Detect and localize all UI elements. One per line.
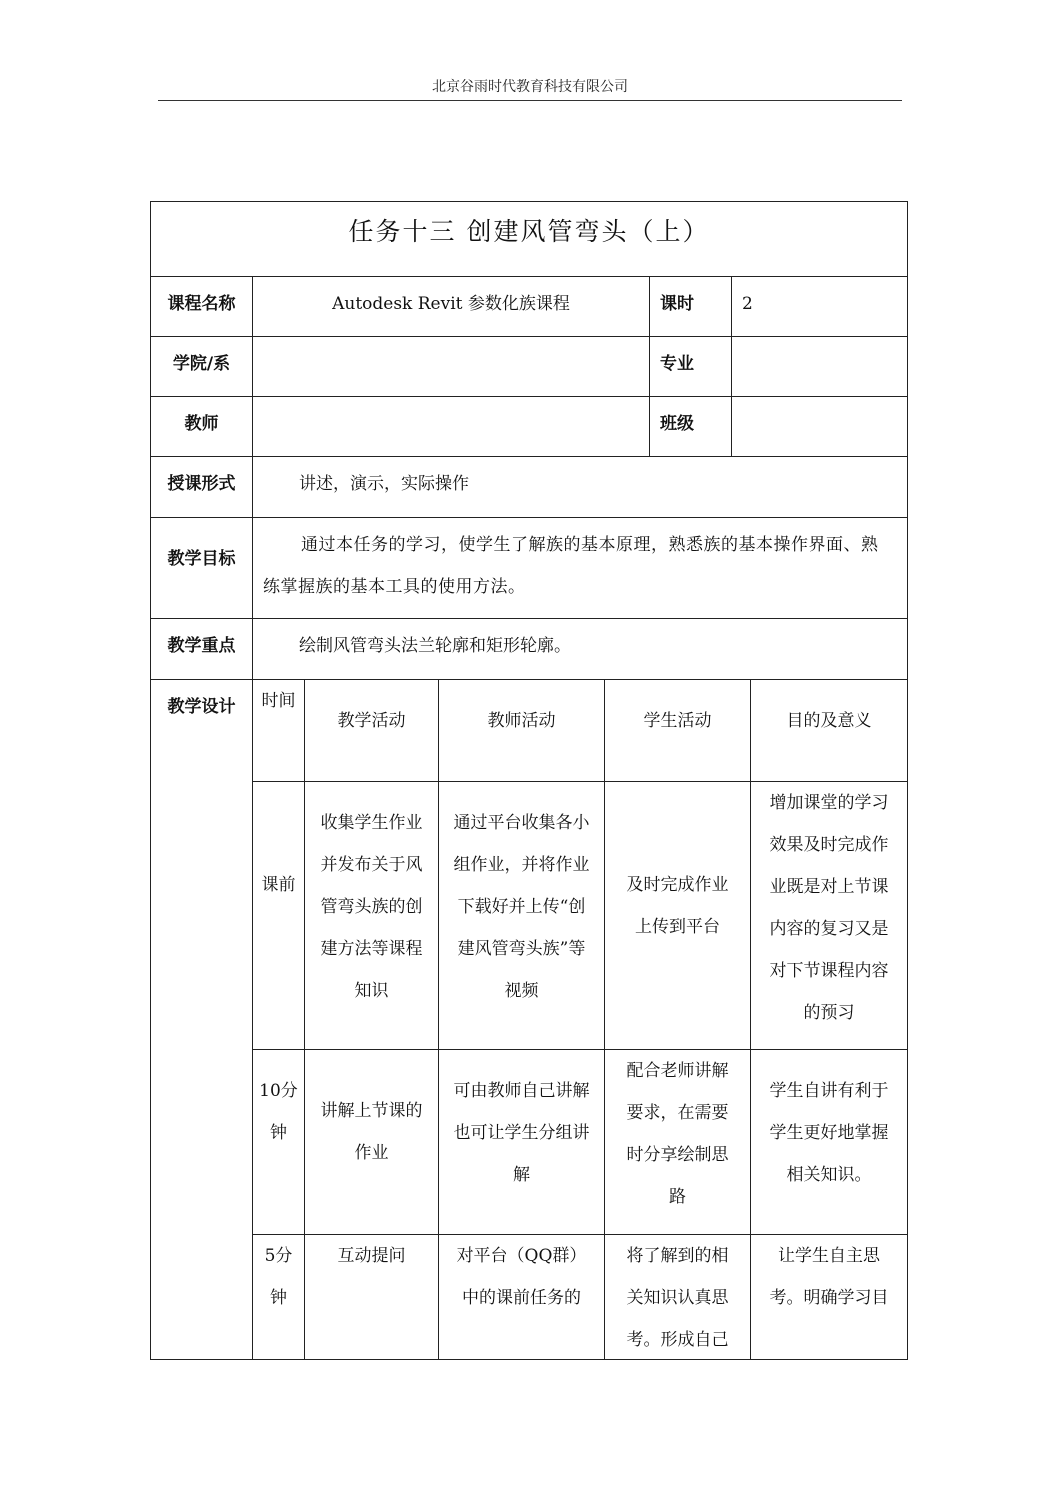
design-header-time: 时间: [253, 680, 305, 782]
teacher-value: [253, 397, 650, 457]
focus-value: 绘制风管弯头法兰轮廓和矩形轮廓。: [253, 619, 907, 680]
lesson-title: 任务十三 创建风管弯头（上）: [151, 202, 907, 277]
design-header-teacher-activity: 教师活动: [439, 680, 605, 782]
design-header-student-activity: 学生活动: [605, 680, 751, 782]
lesson-plan-table: [150, 201, 908, 1360]
design-row1-time: 课前: [253, 782, 305, 1050]
goal-value: 通过本任务的学习，使学生了解族的基本原理，熟悉族的基本操作界面、熟练掌握族的基本工具的使用方法。: [253, 518, 907, 619]
teacher-label: 教师: [151, 397, 253, 457]
design-row1-student-activity: 及时完成作业上传到平台: [605, 782, 751, 1050]
design-row2-purpose: 学生自讲有利于学生更好地掌握相关知识。: [751, 1050, 907, 1235]
design-header-teaching-activity: 教学活动: [305, 680, 439, 782]
design-row3-purpose: 让学生自主思考。明确学习目: [769, 1246, 889, 1308]
course-name-label: 课程名称: [151, 277, 253, 337]
page-header: 北京谷雨时代教育科技有限公司: [158, 76, 902, 101]
design-header-purpose: 目的及意义: [751, 680, 907, 782]
design-row1-teacher-activity: 通过平台收集各小组作业，并将作业下载好并上传“创建风管弯头族”等视频: [439, 782, 605, 1050]
college-value: [253, 337, 650, 397]
format-value: 讲述，演示，实际操作: [253, 457, 907, 518]
design-row2-time: 10分钟: [253, 1050, 305, 1235]
design-label: 教学设计: [151, 680, 253, 1359]
focus-label: 教学重点: [151, 619, 253, 680]
design-row3-teacher-activity: 对平台（QQ群）中的课前任务的: [439, 1235, 605, 1359]
format-label: 授课形式: [151, 457, 253, 518]
class-label: 班级: [650, 397, 732, 457]
design-row2-teaching-activity: 讲解上节课的作业: [305, 1050, 439, 1235]
design-row3-student-activity: 将了解到的相关知识认真思考。形成自己: [605, 1235, 751, 1359]
hours-value: 2: [732, 277, 907, 337]
design-row3-time: 5分钟: [253, 1235, 305, 1359]
design-row3-teaching-activity: 互动提问: [305, 1235, 439, 1359]
major-label: 专业: [650, 337, 732, 397]
design-row2-teacher-activity: 可由教师自己讲解也可让学生分组讲解: [439, 1050, 605, 1235]
goal-label: 教学目标: [151, 518, 253, 619]
design-row2-student-activity: 配合老师讲解要求，在需要时分享绘制思路: [605, 1050, 751, 1235]
design-row1-purpose: 增加课堂的学习效果及时完成作业既是对上节课内容的复习又是对下节课程内容的预习: [751, 782, 907, 1050]
college-label: 学院/系: [151, 337, 253, 397]
hours-label: 课时: [650, 277, 732, 337]
course-name-value: Autodesk Revit 参数化族课程: [253, 277, 650, 337]
major-value: [732, 337, 907, 397]
class-value: [732, 397, 907, 457]
design-row1-teaching-activity: 收集学生作业并发布关于风管弯头族的创建方法等课程知识: [305, 782, 439, 1050]
